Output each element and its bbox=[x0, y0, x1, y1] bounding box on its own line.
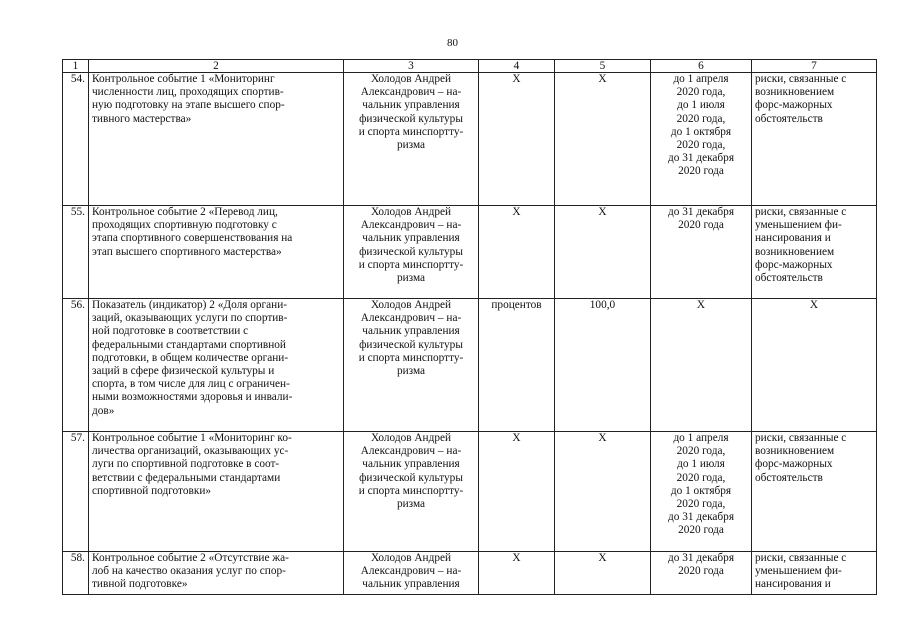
row-number: 56. bbox=[63, 299, 89, 432]
deadline-cell: до 1 апреля 2020 года, до 1 июля 2020 года, до 1 октября 2020 года, до 31 декабря 2020 года bbox=[651, 73, 752, 206]
column-header: 2 bbox=[89, 60, 344, 73]
risks-cell: риски, связанные с уменьшением фи- нансирования и bbox=[752, 552, 877, 595]
page-number: 80 bbox=[447, 37, 458, 49]
deadline-cell: до 1 апреля 2020 года, до 1 июля 2020 года, до 1 октября 2020 года, до 31 декабря 2020 года bbox=[651, 432, 752, 552]
value-cell: Х bbox=[555, 73, 651, 206]
value-cell: Х bbox=[555, 432, 651, 552]
value-cell: Х bbox=[555, 206, 651, 299]
event-cell: Контрольное событие 2 «Отсутствие жа- лоб на качество оказания услуг по спор- тивной подготовке» bbox=[89, 552, 344, 595]
risks-cell: риски, связанные с возникновением форс-мажорных обстоятельств bbox=[752, 432, 877, 552]
column-header: 4 bbox=[479, 60, 555, 73]
plan-table bbox=[62, 59, 877, 595]
column-header: 5 bbox=[555, 60, 651, 73]
unit-cell: Х bbox=[479, 206, 555, 299]
responsible-cell: Холодов Андрей Александрович – на- чальник управления физической культуры и спорта минспортту- ризма bbox=[344, 73, 479, 206]
table-row bbox=[63, 206, 877, 299]
table-row bbox=[63, 552, 877, 595]
risks-cell: риски, связанные с уменьшением фи- нансирования и возникновением форс-мажорных обстоятельств bbox=[752, 206, 877, 299]
column-header: 3 bbox=[344, 60, 479, 73]
column-header: 1 bbox=[63, 60, 89, 73]
event-cell: Контрольное событие 1 «Мониторинг ко- личества организаций, оказывающих ус- луги по спортивной подготовке в соот- ветствии с федеральными стандартами спортивной подготовки» bbox=[89, 432, 344, 552]
row-number: 55. bbox=[63, 206, 89, 299]
responsible-cell: Холодов Андрей Александрович – на- чальник управления физической культуры и спорта минспортту- ризма bbox=[344, 206, 479, 299]
value-cell: 100,0 bbox=[555, 299, 651, 432]
risks-cell: Х bbox=[752, 299, 877, 432]
responsible-cell: Холодов Андрей Александрович – на- чальник управления физической культуры и спорта минспортту- ризма bbox=[344, 432, 479, 552]
row-number: 57. bbox=[63, 432, 89, 552]
unit-cell: Х bbox=[479, 73, 555, 206]
deadline-cell: Х bbox=[651, 299, 752, 432]
event-cell: Показатель (индикатор) 2 «Доля органи- заций, оказывающих услуги по спортив- ной подготовке в соответствии с федеральными стандартами спортивной подготовки, в общем количестве органи- заций в сфере физической культуры и спорта, в том числе для лиц с ограничен- ными возможностями здоровья и инвали- дов» bbox=[89, 299, 344, 432]
table-row bbox=[63, 299, 877, 432]
table-row bbox=[63, 432, 877, 552]
deadline-cell: до 31 декабря 2020 года bbox=[651, 206, 752, 299]
row-number: 54. bbox=[63, 73, 89, 206]
column-header: 7 bbox=[752, 60, 877, 73]
risks-cell: риски, связанные с возникновением форс-мажорных обстоятельств bbox=[752, 73, 877, 206]
responsible-cell: Холодов Андрей Александрович – на- чальник управления физической культуры и спорта минспортту- ризма bbox=[344, 299, 479, 432]
deadline-cell: до 31 декабря 2020 года bbox=[651, 552, 752, 595]
unit-cell: процентов bbox=[479, 299, 555, 432]
unit-cell: Х bbox=[479, 552, 555, 595]
column-header: 6 bbox=[651, 60, 752, 73]
responsible-cell: Холодов Андрей Александрович – на- чальник управления bbox=[344, 552, 479, 595]
value-cell: Х bbox=[555, 552, 651, 595]
event-cell: Контрольное событие 1 «Мониторинг численности лиц, проходящих спортив- ную подготовку на этапе высшего спор- тивного мастерства» bbox=[89, 73, 344, 206]
event-cell: Контрольное событие 2 «Перевод лиц, проходящих спортивную подготовку с этапа спортивного совершенствования на этап высшего спортивного мастерства» bbox=[89, 206, 344, 299]
row-number: 58. bbox=[63, 552, 89, 595]
table-header-row bbox=[63, 60, 877, 73]
unit-cell: Х bbox=[479, 432, 555, 552]
table-row bbox=[63, 73, 877, 206]
